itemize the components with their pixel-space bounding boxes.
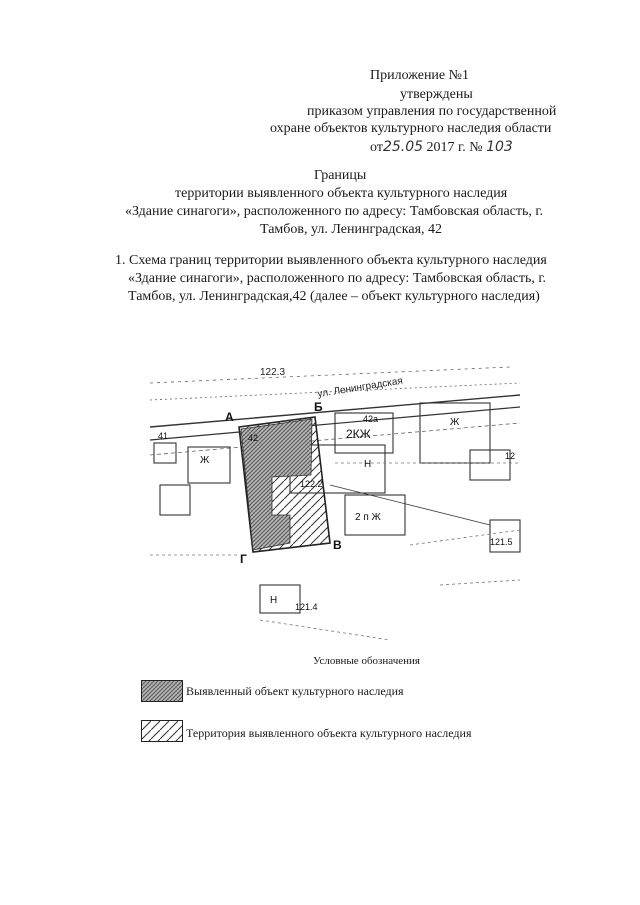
date-prefix: от	[370, 140, 383, 155]
legend-title: Условные обозначения	[313, 655, 420, 667]
label-zh-right: Ж	[450, 417, 460, 428]
date-year: 2017 г. №	[423, 140, 487, 155]
street-label: ул. Ленинградская	[316, 375, 404, 400]
title-boundaries: Границы	[314, 168, 367, 183]
handwritten-number: 103	[486, 139, 513, 155]
house-number-42a: 42а	[363, 414, 379, 424]
order-line-2: охране объектов культурного наследия области	[270, 121, 552, 136]
legend-swatch-object	[141, 680, 183, 702]
dense-hatch-icon	[142, 681, 182, 701]
label-n-1: Н	[364, 459, 372, 470]
corner-a: А	[225, 410, 234, 424]
section1-line-1: 1. Схема границ территории выявленного объекта культурного наследия	[115, 253, 547, 268]
house-number-41: 41	[158, 431, 169, 441]
boundary-scheme-map	[140, 355, 530, 655]
label-2kzh: 2КЖ	[346, 427, 371, 441]
section1-line-2: «Здание синагоги», расположенного по адресу: Тамбовская область, г.	[128, 271, 547, 286]
elevation-top: 122.3	[260, 367, 286, 378]
label-2pzh: 2 п Ж	[355, 512, 381, 523]
elevation-center: 122.2	[300, 479, 323, 489]
sparse-hatch-icon	[142, 721, 182, 741]
label-n-2: Н	[270, 595, 278, 606]
approved-label: утверждены	[400, 87, 473, 102]
elevation-right: 121.5	[490, 537, 513, 547]
order-date-line	[370, 139, 513, 156]
handwritten-date: 25.05	[382, 139, 424, 155]
title-line-2: территории выявленного объекта культурного наследия	[175, 186, 508, 201]
legend-item-object: Выявленный объект культурного наследия	[186, 684, 404, 698]
section1-line-3: Тамбов, ул. Ленинградская,42 (далее – объект культурного наследия)	[128, 289, 540, 304]
elevation-right-edge: 12	[505, 451, 516, 461]
legend-swatch-territory	[141, 720, 183, 742]
corner-g: Г	[240, 552, 247, 566]
label-zh-left: Ж	[200, 455, 210, 466]
order-line: приказом управления по государственной	[307, 104, 557, 119]
elevation-bottom: 121.4	[295, 602, 318, 612]
title-line-3: «Здание синагоги», расположенного по адресу: Тамбовская область, г.	[125, 204, 544, 219]
corner-b: Б	[314, 400, 323, 414]
legend-item-territory: Территория выявленного объекта культурного наследия	[186, 726, 472, 740]
appendix-label: Приложение №1	[370, 68, 469, 83]
title-line-4: Тамбов, ул. Ленинградская, 42	[260, 222, 443, 237]
house-number-42: 42	[248, 433, 259, 443]
corner-v: В	[333, 538, 342, 552]
